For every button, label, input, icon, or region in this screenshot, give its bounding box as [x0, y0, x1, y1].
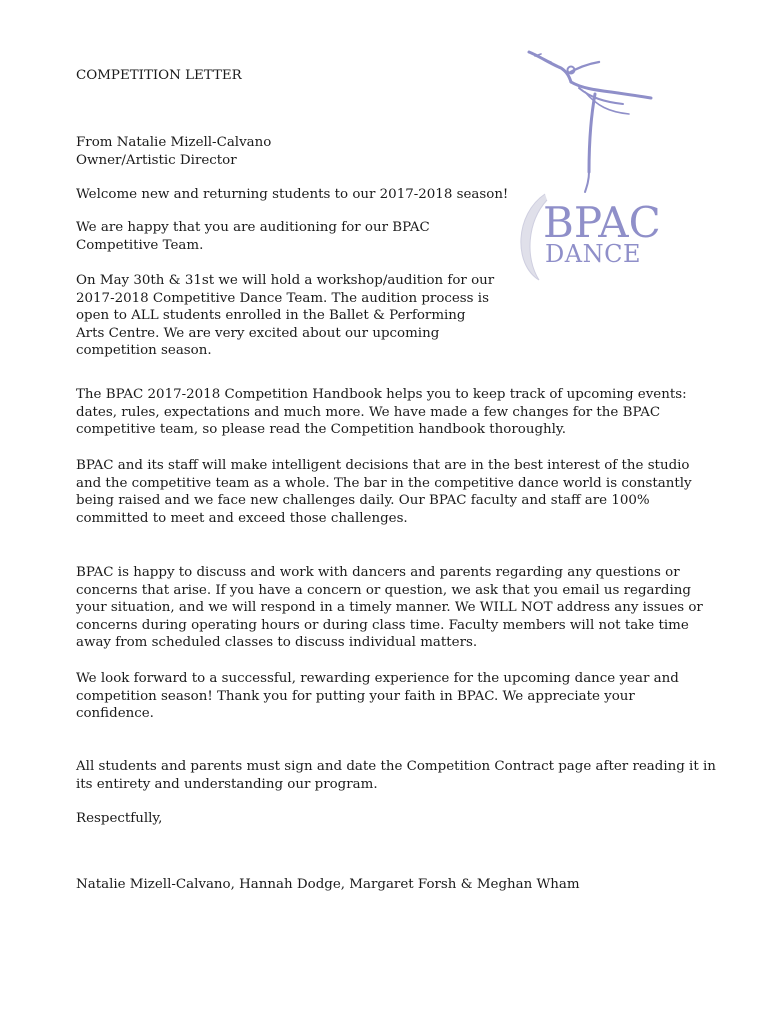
welcome-paragraph: Welcome new and returning students to our 2017-2018 season! [76, 187, 509, 202]
logo-word-bpac: BPAC [543, 198, 661, 247]
signatories: Natalie Mizell-Calvano, Hannah Dodge, Margaret Forsh & Meghan Wham [76, 877, 580, 892]
from-role: Owner/Artistic Director [76, 153, 237, 168]
happy-paragraph: We are happy that you are auditioning for our BPAC Competitive Team. [76, 220, 430, 253]
dancer-figure-icon [529, 52, 651, 192]
handbook-paragraph: The BPAC 2017-2018 Competition Handbook helps you to keep track of upcoming events: dates, rules, expectations and much more. We have made a few changes for the BPAC competitive team, so please read the Competition handbook thoroughly. [76, 387, 687, 438]
letter-title: COMPETITION LETTER [76, 68, 242, 83]
from-line: From Natalie Mizell-Calvano [76, 135, 272, 150]
decisions-paragraph: BPAC and its staff will make intelligent decisions that are in the best interest of the studio and the competitive team as a whole. The bar in the competitive dance world is constantly being raised and we face new challenges daily. Our BPAC faculty and staff are 100% committed to meet and exceed those challenges. [76, 458, 692, 526]
closing: Respectfully, [76, 811, 163, 826]
forward-paragraph: We look forward to a successful, rewarding experience for the upcoming dance year and competition season! Thank you for putting your faith in BPAC. We appreciate your confidence. [76, 671, 679, 722]
discuss-paragraph: BPAC is happy to discuss and work with dancers and parents regarding any questions or concerns that arise. If you have a concern or question, we ask that you email us regarding your situation, and we will respond in a timely manner. We WILL NOT address any issues or concerns during operating hours or during class time. Faculty members will not take time away from scheduled classes to discuss individual matters. [76, 565, 703, 651]
logo-word-dance: DANCE [545, 240, 641, 268]
bpac-dance-logo [505, 44, 675, 294]
sign-paragraph: All students and parents must sign and date the Competition Contract page after reading it in its entirety and understanding our program. [76, 759, 716, 792]
audition-paragraph: On May 30th & 31st we will hold a workshop/audition for our 2017-2018 Competitive Dance Team. The audition process is open to ALL students enrolled in the Ballet & Performing Arts Centre. We are very excited about our upcoming competition season. [76, 273, 495, 359]
